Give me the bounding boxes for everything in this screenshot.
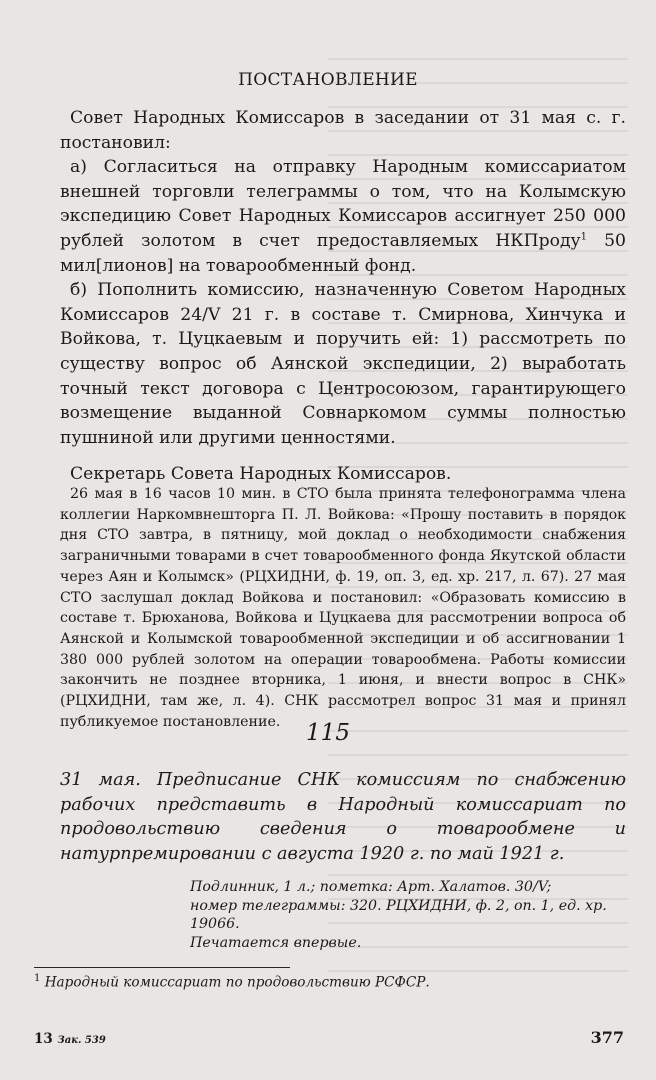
printer-mark xyxy=(34,1031,106,1047)
resolution-item-b: б) Пополнить комиссию, назначенную Советом Народных Комиссаров 24/V 21 г. в составе т. Смирнова, Хинчука и Войкова, т. Цуцкаевым и поручить ей: 1) рассмотреть по существу вопрос об Аянской экспедиции, 2) выработать точный текст договора с Центросоюзом, гарантирующего возмещение выданной Совнаркомом суммы полностью пушниной или другими ценностями. xyxy=(60,280,626,448)
resolution-body xyxy=(60,106,626,487)
footnote xyxy=(34,973,430,991)
document-title xyxy=(60,768,626,867)
source-line-2: номер телеграммы: 320. РЦХИДНИ, ф. 2, оп. 1, ед. хр. 19066. xyxy=(190,897,607,933)
resolution-heading: ПОСТАНОВЛЕНИЕ xyxy=(238,70,418,90)
page-number: 377 xyxy=(590,1028,624,1047)
editorial-note xyxy=(60,484,626,732)
footnote-text: Народный комиссариат по продовольствию РСФСР. xyxy=(44,974,430,991)
item-a-text: а) Согласиться на отправку Народным комиссариатом внешней торговли телеграммы о том, что на Колымскую экспедицию Совет Народных Комиссаров ассигнует 250 000 рублей золотом в счет предоставляемых НКПроду xyxy=(60,157,626,251)
item-a-text-end: 50 мил[лионов] на товарообменный фонд. xyxy=(60,230,626,276)
secretary-signature: Секретарь Совета Народных Комиссаров. xyxy=(70,464,452,485)
footnote-reference: 1 xyxy=(580,231,588,243)
order-number: Зак. 539 xyxy=(57,1035,106,1046)
resolution-item-a xyxy=(60,155,626,278)
footnote-mark: 1 xyxy=(34,973,41,984)
sheet-number: 13 xyxy=(34,1031,53,1047)
editorial-note-text: 26 мая в 16 часов 10 мин. в СТО была принята телефонограмма члена коллегии Наркомвнешторга П. Л. Войкова: «Прошу поставить в порядок дня СТО завтра, в пятницу, мой доклад о необходимости снабжения заграничными товарами в счет товарообменного фонда Якутской области через Аян и Колымск» (РЦХИДНИ, ф. 19, оп. 3, ед. хр. 217, л. 67). 27 мая СТО заслушал доклад Войкова и постановил: «Образовать комиссию в составе т. Брюханова, Войкова и Цуцкаева для рассмотрении вопроса об Аянской и Колымской товарообменной экспедиции и об ассигновании 1 380 000 рублей золотом на операции товарообмена. Работы комиссии закончить не позднее вторника, 1 июня, и внести вопрос в СНК» (РЦХИДНИ, там же, л. 4). СНК рассмотрел вопрос 31 мая и принял публикуемое постановление. xyxy=(60,486,626,730)
source-reference xyxy=(190,878,610,953)
document-title-text: 31 мая. Предписание СНК комиссиям по снабжению рабочих представить в Народный комиссариат по продовольствию сведения о товарообмене и натурпремировании с августа 1920 г. по май 1921 г. xyxy=(60,770,626,865)
resolution-intro: Совет Народных Комиссаров в заседании от 31 мая с. г. постановил: xyxy=(60,108,626,153)
source-line-1: Подлинник, 1 л.; пометка: Арт. Халатов. 30/V; xyxy=(190,879,552,895)
footnote-divider xyxy=(34,967,290,968)
source-line-3: Печатается впервые. xyxy=(190,935,362,952)
document-number: 115 xyxy=(306,720,350,746)
